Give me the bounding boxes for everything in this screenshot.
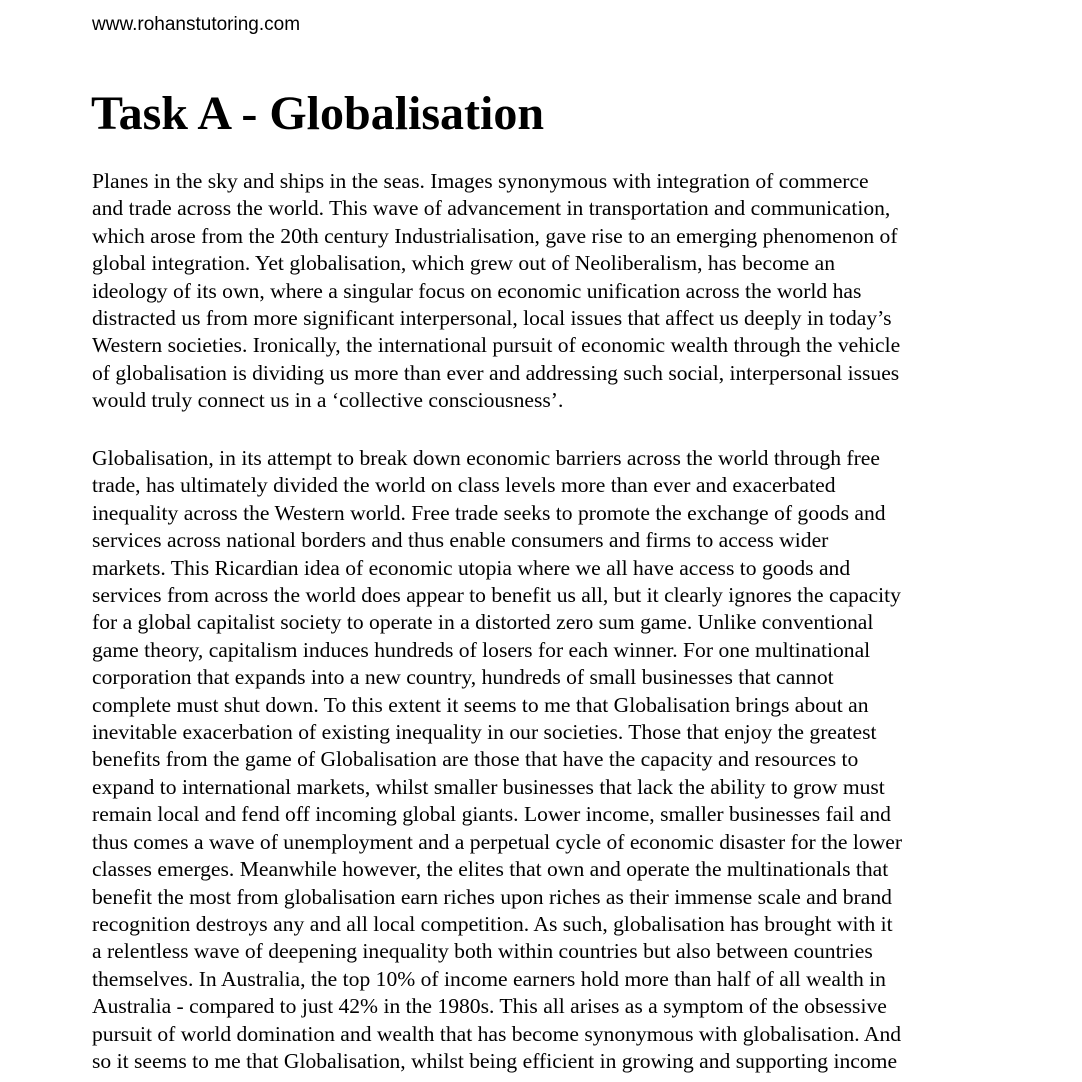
paragraph-line: recognition destroys any and all local competition. As such, globalisation has brought with it xyxy=(92,911,893,936)
paragraph-line: Globalisation, in its attempt to break down economic barriers across the world through free xyxy=(92,446,880,470)
paragraph-line: for a global capitalist society to operate in a distorted zero sum game. Unlike conventional xyxy=(92,610,874,635)
paragraph-line: Australia - compared to just 42% in the 1980s. This all arises as a symptom of the obsessive xyxy=(92,994,887,1019)
paragraph-line: which arose from the 20th century Industrialisation, gave rise to an emerging phenomenon of xyxy=(92,223,898,248)
paragraph-line: benefit the most from globalisation earn riches upon riches as their immense scale and brand xyxy=(92,884,892,909)
paragraph-line: inevitable exacerbation of existing inequality in our societies. Those that enjoy the greatest xyxy=(92,720,877,745)
paragraph-line: game theory, capitalism induces hundreds of losers for each winner. For one multinational xyxy=(92,637,871,662)
paragraph-line: pursuit of world domination and wealth that has become synonymous with globalisation. And xyxy=(92,1021,902,1046)
document-title: Task A - Globalisation xyxy=(91,87,545,140)
paragraph-line: services across national borders and thus enable consumers and firms to access wider xyxy=(92,528,829,553)
paragraph-line: remain local and fend off incoming global giants. Lower income, smaller businesses fail and xyxy=(92,802,891,827)
paragraph-intro xyxy=(92,168,1082,415)
paragraph-line: would truly connect us in a ‘collective consciousness’. xyxy=(92,388,564,413)
paragraph-line: benefits from the game of Globalisation are those that have the capacity and resources to xyxy=(92,747,859,772)
paragraph-line: inequality across the Western world. Free trade seeks to promote the exchange of goods and xyxy=(92,500,886,525)
paragraph-line: corporation that expands into a new country, hundreds of small businesses that cannot xyxy=(92,665,834,690)
paragraph-line: global integration. Yet globalisation, which grew out of Neoliberalism, has become an xyxy=(92,251,836,276)
paragraph-line: expand to international markets, whilst smaller businesses that lack the ability to grow must xyxy=(92,774,885,799)
paragraph-line: a relentless wave of deepening inequality both within countries but also between countries xyxy=(92,939,873,964)
paragraph-line: distracted us from more significant interpersonal, local issues that affect us deeply in today’s xyxy=(92,306,892,331)
paragraph-line: ideology of its own, where a singular focus on economic unification across the world has xyxy=(92,278,862,303)
site-url-header: www.rohanstutoring.com xyxy=(92,14,301,35)
paragraph-body xyxy=(92,445,1082,1075)
paragraph-line: of globalisation is dividing us more than ever and addressing such social, interpersonal issues xyxy=(92,360,900,385)
paragraph-line: complete must shut down. To this extent it seems to me that Globalisation brings about an xyxy=(92,692,869,717)
paragraph-line: classes emerges. Meanwhile however, the elites that own and operate the multinationals that xyxy=(92,857,889,882)
paragraph-line: markets. This Ricardian idea of economic utopia where we all have access to goods and xyxy=(92,555,851,580)
paragraph-line: Planes in the sky and ships in the seas. Images synonymous with integration of commerce xyxy=(92,169,869,193)
paragraph-line: trade, has ultimately divided the world on class levels more than ever and exacerbated xyxy=(92,473,836,498)
paragraph-line: so it seems to me that Globalisation, whilst being efficient in growing and supporting income xyxy=(92,1048,898,1073)
paragraph-line: Western societies. Ironically, the international pursuit of economic wealth through the vehicle xyxy=(92,333,901,358)
paragraph-line: services from across the world does appear to benefit us all, but it clearly ignores the capacity xyxy=(92,583,901,608)
paragraph-line: themselves. In Australia, the top 10% of income earners hold more than half of all wealth in xyxy=(92,966,886,991)
paragraph-line: thus comes a wave of unemployment and a perpetual cycle of economic disaster for the lower xyxy=(92,829,903,854)
paragraph-line: and trade across the world. This wave of advancement in transportation and communication, xyxy=(92,196,891,221)
